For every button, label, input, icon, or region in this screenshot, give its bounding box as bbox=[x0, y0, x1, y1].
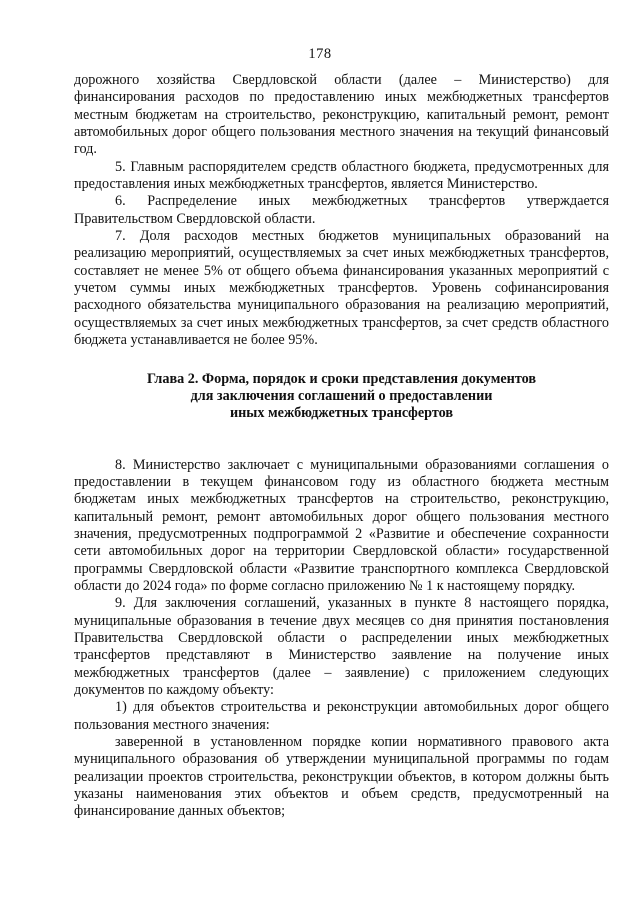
chapter-heading bbox=[74, 371, 609, 423]
page-number: 178 bbox=[308, 46, 332, 62]
paragraph: 5. Главным распорядителем средств областного бюджета, предусмотренных для предоставления иных межбюджетных трансфертов, является Министерство. bbox=[74, 158, 609, 193]
paragraph: 8. Министерство заключает с муниципальными образованиями соглашения о предоставлении в текущем финансовом году из областного бюджета местным бюджетам иных межбюджетных трансфертов на строительство, реконструкцию, капитальный ремонт, ремонт автомобильных дорог общего пользования местного значения, предусмотренных подпрограммой 2 «Развитие и обеспечение сохранности сети автомобильных дорог на территории Свердловской области» государственной программы Свердловской области «Развитие транспортного комплекса Свердловской области до 2024 года» по форме согласно приложению № 1 к настоящему порядку. bbox=[74, 456, 609, 594]
paragraph: дорожного хозяйства Свердловской области (далее – Министерство) для финансирования расходов по предоставлению иных межбюджетных трансфертов местным бюджетам на строительство, реконструкцию, капитальный ремонт, ремонт автомобильных дорог общего пользования местного значения на текущий финансовый год. bbox=[74, 72, 609, 158]
paragraphs-top bbox=[74, 72, 609, 350]
paragraph: 6. Распределение иных межбюджетных трансфертов утверждается Правительством Свердловской области. bbox=[74, 193, 609, 227]
paragraph: заверенной в установленном порядке копии нормативного правового акта муниципального образования об утверждении муниципальной программы по годам реализации проектов строительства, реконструкции объектов, в котором должны быть указаны наименования этих объектов и объем средств, предусмотренный на финансирование данных объектов; bbox=[74, 734, 609, 820]
document-body bbox=[74, 72, 609, 821]
paragraphs-bottom bbox=[74, 457, 609, 821]
paragraph: 7. Доля расходов местных бюджетов муниципальных образований на реализацию мероприятий, осуществляемых за счет иных межбюджетных трансфертов, составляет не менее 5% от общего объема финансирования указанных мероприятий с учетом суммы иных межбюджетных трансфертов. Уровень софинансирования расходного обязательства муниципального образования на реализацию мероприятий, осуществляемых за счет иных межбюджетных трансфертов, за счет средств областного бюджета устанавливается не более 95%. bbox=[74, 228, 609, 349]
paragraph: 1) для объектов строительства и реконструкции автомобильных дорог общего пользования местного значения: bbox=[74, 699, 609, 733]
chapter-heading-line: Глава 2. Форма, порядок и сроки представления документов bbox=[146, 370, 537, 387]
chapter-heading-line: для заключения соглашений о предоставлении bbox=[190, 387, 493, 404]
chapter-heading-line: иных межбюджетных трансфертов bbox=[229, 405, 454, 422]
paragraph: 9. Для заключения соглашений, указанных в пункте 8 настоящего порядка, муниципальные образования в течение двух месяцев со дня принятия постановления Правительства Свердловской области о распределении иных межбюджетных трансфертов представляют в Министерство заявление на получение иных межбюджетных трансфертов (далее – заявление) с приложением следующих документов по каждому объекту: bbox=[74, 595, 609, 698]
